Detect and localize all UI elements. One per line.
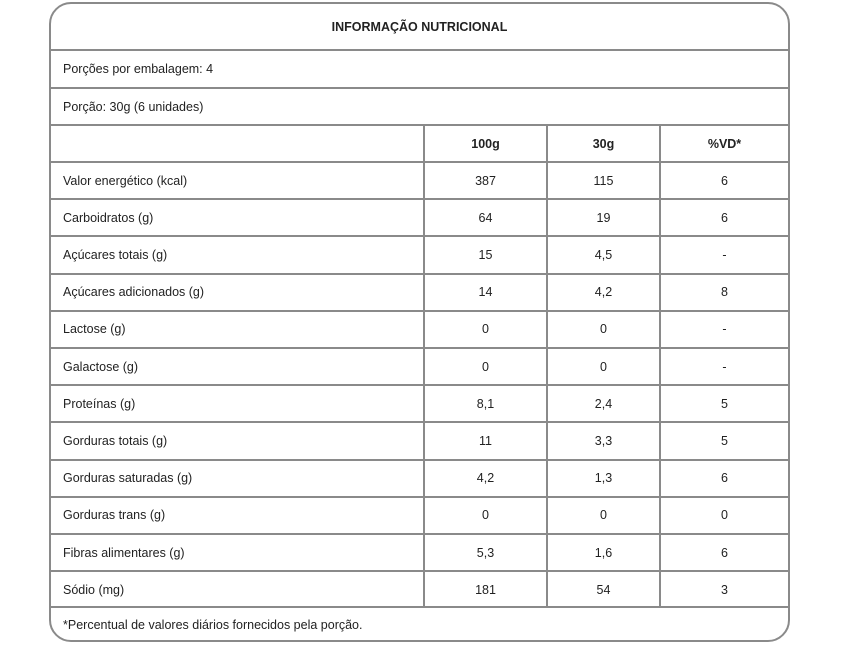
per-100g-cell: 387 [423, 163, 546, 198]
per-100g-cell: 15 [423, 237, 546, 272]
per-100g-cell: 181 [423, 572, 546, 607]
nutrient-name-cell: Sódio (mg) [63, 582, 125, 597]
nutrient-name-cell: Proteínas (g) [63, 396, 136, 411]
daily-value-cell: 6 [659, 461, 788, 496]
daily-value-cell: - [659, 349, 788, 384]
per-30g-cell: 4,5 [546, 237, 659, 272]
table-row [51, 235, 788, 272]
per-100g-cell: 5,3 [423, 535, 546, 570]
nutrient-name-cell: Carboidratos (g) [63, 210, 154, 225]
per-100g-cell: 64 [423, 200, 546, 235]
per-30g-cell: 3,3 [546, 423, 659, 458]
per-30g-cell: 1,3 [546, 461, 659, 496]
header-row [51, 124, 788, 161]
per-100g-cell: 4,2 [423, 461, 546, 496]
daily-value-cell: 5 [659, 423, 788, 458]
per-100g-cell: 11 [423, 423, 546, 458]
table-row [51, 533, 788, 570]
table-row [51, 161, 788, 198]
table-row [51, 273, 788, 310]
per-30g-cell: 0 [546, 498, 659, 533]
nutrient-name-cell: Fibras alimentares (g) [63, 545, 185, 560]
per-100g-cell: 0 [423, 498, 546, 533]
nutrient-name-cell: Açúcares adicionados (g) [63, 285, 205, 300]
per-30g-cell: 2,4 [546, 386, 659, 421]
nutrient-name-cell: Galactose (g) [63, 359, 139, 374]
nutrient-name-cell: Valor energético (kcal) [63, 173, 188, 188]
nutrient-name-cell: Gorduras saturadas (g) [63, 471, 193, 486]
header-cell-nutrient [51, 126, 423, 161]
footnote: *Percentual de valores diários fornecidos pela porção. [51, 606, 788, 642]
per-30g-cell: 19 [546, 200, 659, 235]
table-row [51, 384, 788, 421]
daily-value-cell: 8 [659, 275, 788, 310]
per-30g-cell: 4,2 [546, 275, 659, 310]
per-30g-cell: 54 [546, 572, 659, 607]
nutrient-name-cell: Gorduras totais (g) [63, 433, 168, 448]
per-100g-cell: 14 [423, 275, 546, 310]
table-row [51, 310, 788, 347]
per-100g-cell: 0 [423, 349, 546, 384]
header-cell-100g: 100g [423, 126, 546, 161]
header-cell-30g: 30g [546, 126, 659, 161]
header-cell-vd: %VD* [659, 126, 788, 161]
serving-size: Porção: 30g (6 unidades) [51, 87, 788, 124]
per-100g-cell: 8,1 [423, 386, 546, 421]
table-row [51, 570, 788, 607]
table-row [51, 459, 788, 496]
per-30g-cell: 1,6 [546, 535, 659, 570]
nutrient-name-cell: Lactose (g) [63, 322, 126, 337]
daily-value-cell: 6 [659, 535, 788, 570]
table-row [51, 421, 788, 458]
daily-value-cell: 6 [659, 163, 788, 198]
daily-value-cell: 3 [659, 572, 788, 607]
nutrient-name-cell: Gorduras trans (g) [63, 508, 166, 523]
daily-value-cell: 6 [659, 200, 788, 235]
table-row [51, 347, 788, 384]
daily-value-cell: - [659, 237, 788, 272]
daily-value-cell: 5 [659, 386, 788, 421]
table-row [51, 496, 788, 533]
per-100g-cell: 0 [423, 312, 546, 347]
nutrition-facts-table [49, 2, 790, 642]
nutrient-name-cell: Açúcares totais (g) [63, 247, 168, 262]
table-row [51, 198, 788, 235]
daily-value-cell: - [659, 312, 788, 347]
per-30g-cell: 0 [546, 349, 659, 384]
servings-per-package: Porções por embalagem: 4 [51, 49, 788, 87]
per-30g-cell: 0 [546, 312, 659, 347]
table-title: INFORMAÇÃO NUTRICIONAL [331, 19, 508, 34]
daily-value-cell: 0 [659, 498, 788, 533]
per-30g-cell: 115 [546, 163, 659, 198]
